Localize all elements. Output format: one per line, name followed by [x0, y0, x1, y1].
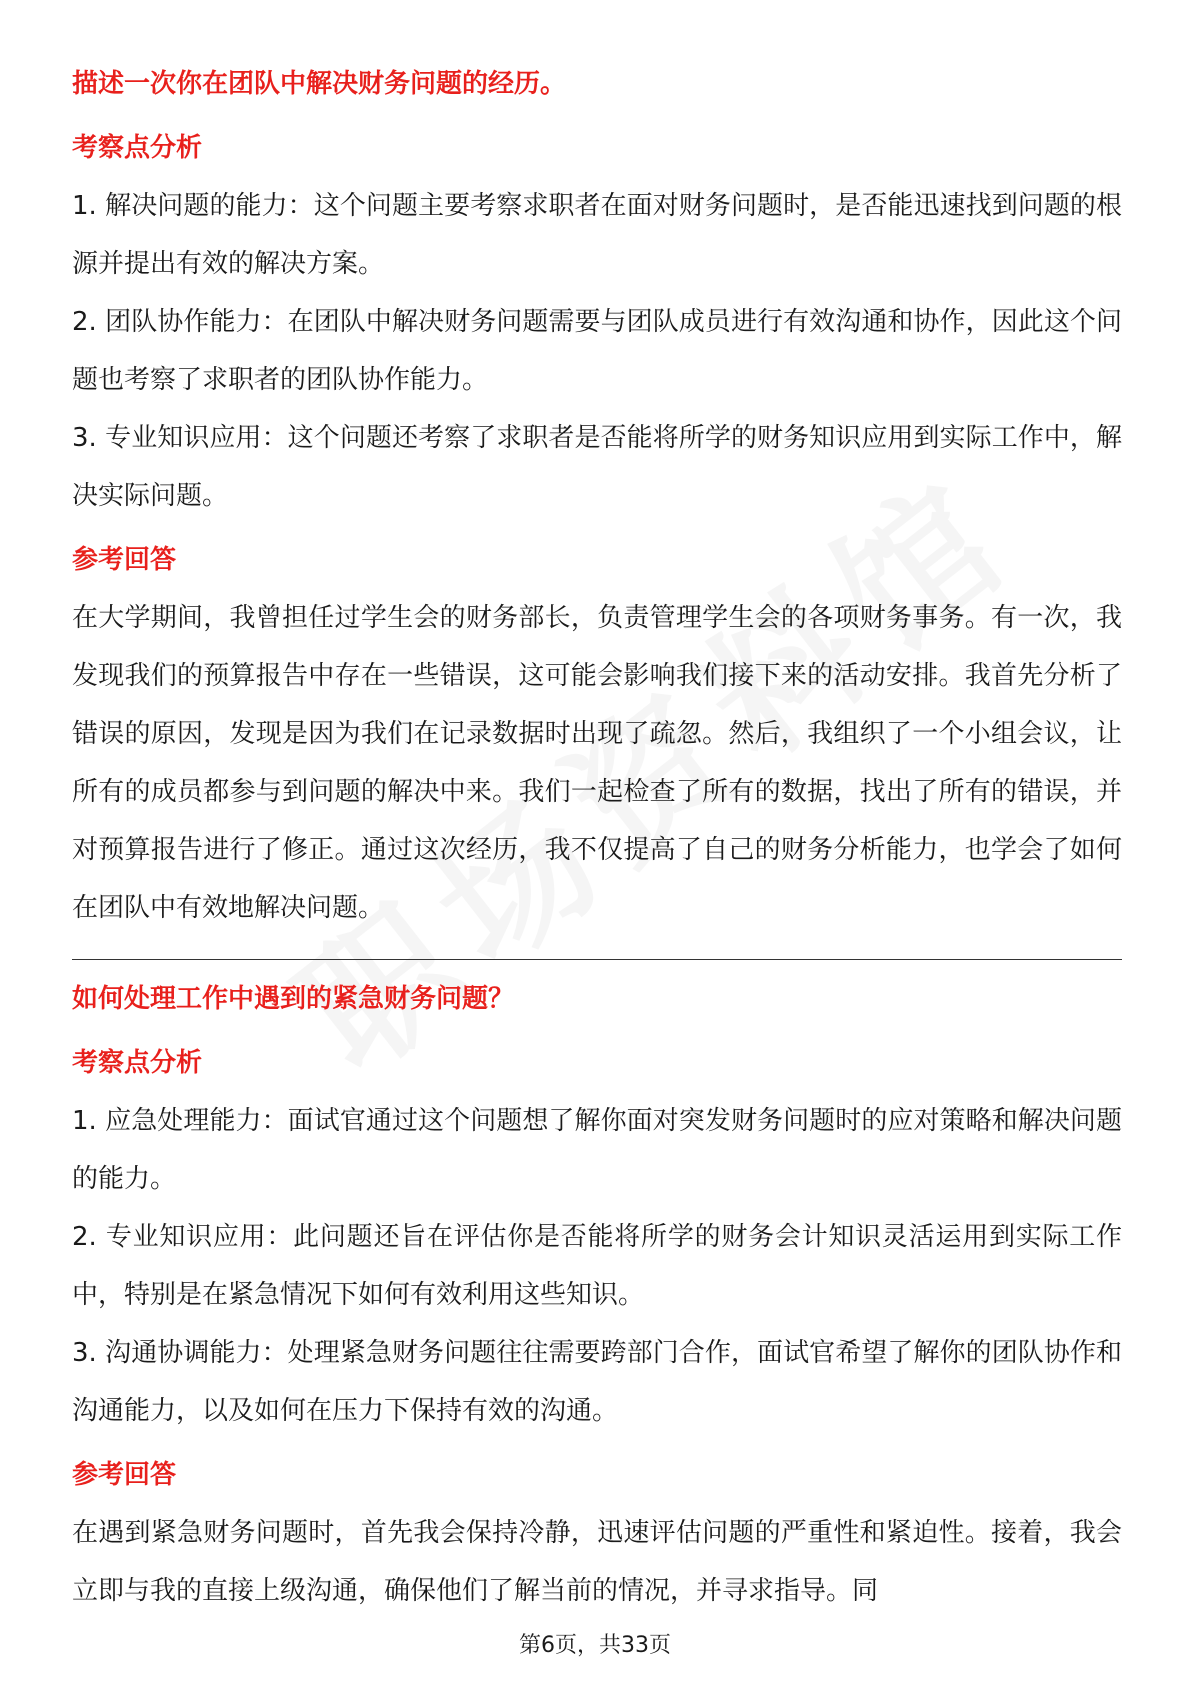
answer-heading: 参考回答	[72, 545, 177, 575]
answer-heading: 参考回答	[72, 1460, 177, 1490]
analysis-point: 1. 解决问题的能力：这个问题主要考察求职者在面对财务问题时，是否能迅速找到问题的根源并提出有效的解决方案。	[72, 191, 1122, 279]
analysis-heading: 考察点分析	[72, 133, 203, 163]
analysis-point: 2. 团队协作能力：在团队中解决财务问题需要与团队成员进行有效沟通和协作，因此这个问题也考察了求职者的团队协作能力。	[72, 307, 1122, 395]
answer-text: 在大学期间，我曾担任过学生会的财务部长，负责管理学生会的各项财务事务。有一次，我发现我们的预算报告中存在一些错误，这可能会影响我们接下来的活动安排。我首先分析了错误的原因，发现是因为我们在记录数据时出现了疏忽。然后，我组织了一个小组会议，让所有的成员都参与到问题的解决中来。我们一起检查了所有的数据，找出了所有的错误，并对预算报告进行了修正。通过这次经历，我不仅提高了自己的财务分析能力，也学会了如何在团队中有效地解决问题。	[72, 603, 1122, 923]
section-divider	[72, 959, 1122, 960]
analysis-point: 3. 专业知识应用：这个问题还考察了求职者是否能将所学的财务知识应用到实际工作中，解决实际问题。	[72, 423, 1122, 511]
qa-section-1	[72, 55, 1122, 937]
question-title: 描述一次你在团队中解决财务问题的经历。	[72, 69, 567, 99]
analysis-point: 3. 沟通协调能力：处理紧急财务问题往往需要跨部门合作，面试官希望了解你的团队协作和沟通能力，以及如何在压力下保持有效的沟通。	[72, 1338, 1122, 1426]
analysis-point: 1. 应急处理能力：面试官通过这个问题想了解你面对突发财务问题时的应对策略和解决问题的能力。	[72, 1106, 1122, 1194]
analysis-point: 2. 专业知识应用：此问题还旨在评估你是否能将所学的财务会计知识灵活运用到实际工作中，特别是在紧急情况下如何有效利用这些知识。	[72, 1222, 1122, 1310]
qa-section-2	[72, 970, 1122, 1620]
page-number: 第6页，共33页	[519, 1633, 671, 1658]
document-body	[72, 55, 1122, 1620]
analysis-heading: 考察点分析	[72, 1048, 203, 1078]
question-title: 如何处理工作中遇到的紧急财务问题？	[72, 984, 515, 1014]
answer-text: 在遇到紧急财务问题时，首先我会保持冷静，迅速评估问题的严重性和紧迫性。接着，我会立即与我的直接上级沟通，确保他们了解当前的情况，并寻求指导。同	[72, 1518, 1122, 1606]
